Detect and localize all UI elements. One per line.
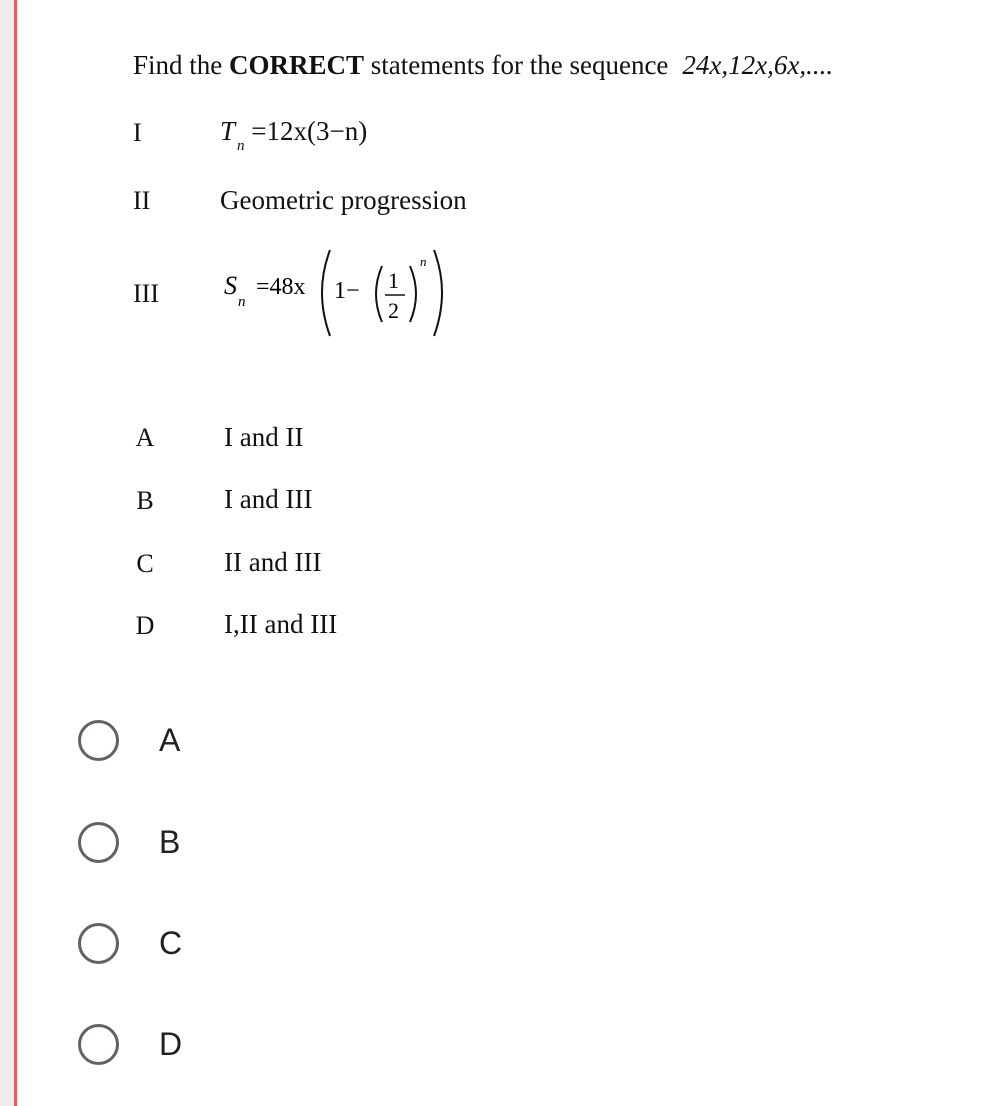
question-text	[133, 50, 833, 81]
statement-1-number: I	[133, 118, 142, 147]
choice-b[interactable]	[78, 817, 180, 867]
inner-right-paren	[410, 266, 416, 322]
statement-1-rhs: =12x(3−n)	[251, 116, 368, 146]
option-letter-d: D	[135, 611, 155, 640]
radio-button-d[interactable]	[78, 1024, 119, 1065]
statement-1-subscript: n	[237, 138, 245, 154]
inner-left-paren	[376, 266, 382, 322]
option-letter-c: C	[136, 549, 154, 578]
left-accent-line	[14, 0, 17, 1106]
outer-left-paren	[322, 250, 330, 336]
choice-a[interactable]	[78, 715, 180, 765]
option-letter-b: B	[136, 486, 154, 515]
radio-button-b[interactable]	[78, 822, 119, 863]
left-margin-strip	[0, 0, 14, 1106]
statement-3-lhs: S	[224, 271, 237, 300]
option-text-c: II and III	[224, 547, 322, 577]
question-bold: CORRECT	[229, 50, 365, 80]
question-sequence: 24x,12x,6x,....	[682, 50, 834, 80]
fraction-denominator: 2	[388, 298, 399, 323]
exponent-n: n	[420, 254, 427, 269]
statement-3-subscript: n	[238, 294, 246, 310]
choice-label-d: D	[159, 1025, 183, 1062]
radio-button-a[interactable]	[78, 720, 119, 761]
option-text-b: I and III	[224, 484, 313, 514]
option-letter-a: A	[135, 423, 155, 452]
radio-button-c[interactable]	[78, 923, 119, 964]
statement-3-number: III	[133, 279, 159, 308]
option-text-a: I and II	[224, 422, 304, 452]
question-suffix: statements for the sequence	[364, 50, 669, 80]
choice-d[interactable]	[78, 1019, 182, 1069]
choice-c[interactable]	[78, 918, 182, 968]
choice-label-c: C	[159, 924, 183, 961]
statement-1-lhs: T	[220, 116, 236, 146]
fraction-numerator: 1	[388, 268, 399, 293]
choice-label-a: A	[159, 721, 181, 758]
statement-3-formula	[222, 244, 462, 344]
statement-3-rhs-prefix: =48x	[256, 274, 306, 300]
statement-2-number: II	[133, 186, 151, 215]
statement-1-formula	[220, 116, 368, 154]
outer-right-paren	[434, 250, 442, 336]
statement-3-one-minus: 1−	[334, 278, 360, 304]
choice-label-b: B	[159, 823, 181, 860]
statement-2-text: Geometric progression	[220, 185, 467, 215]
option-text-d: I,II and III	[224, 609, 338, 639]
question-prefix: Find the	[133, 50, 230, 80]
